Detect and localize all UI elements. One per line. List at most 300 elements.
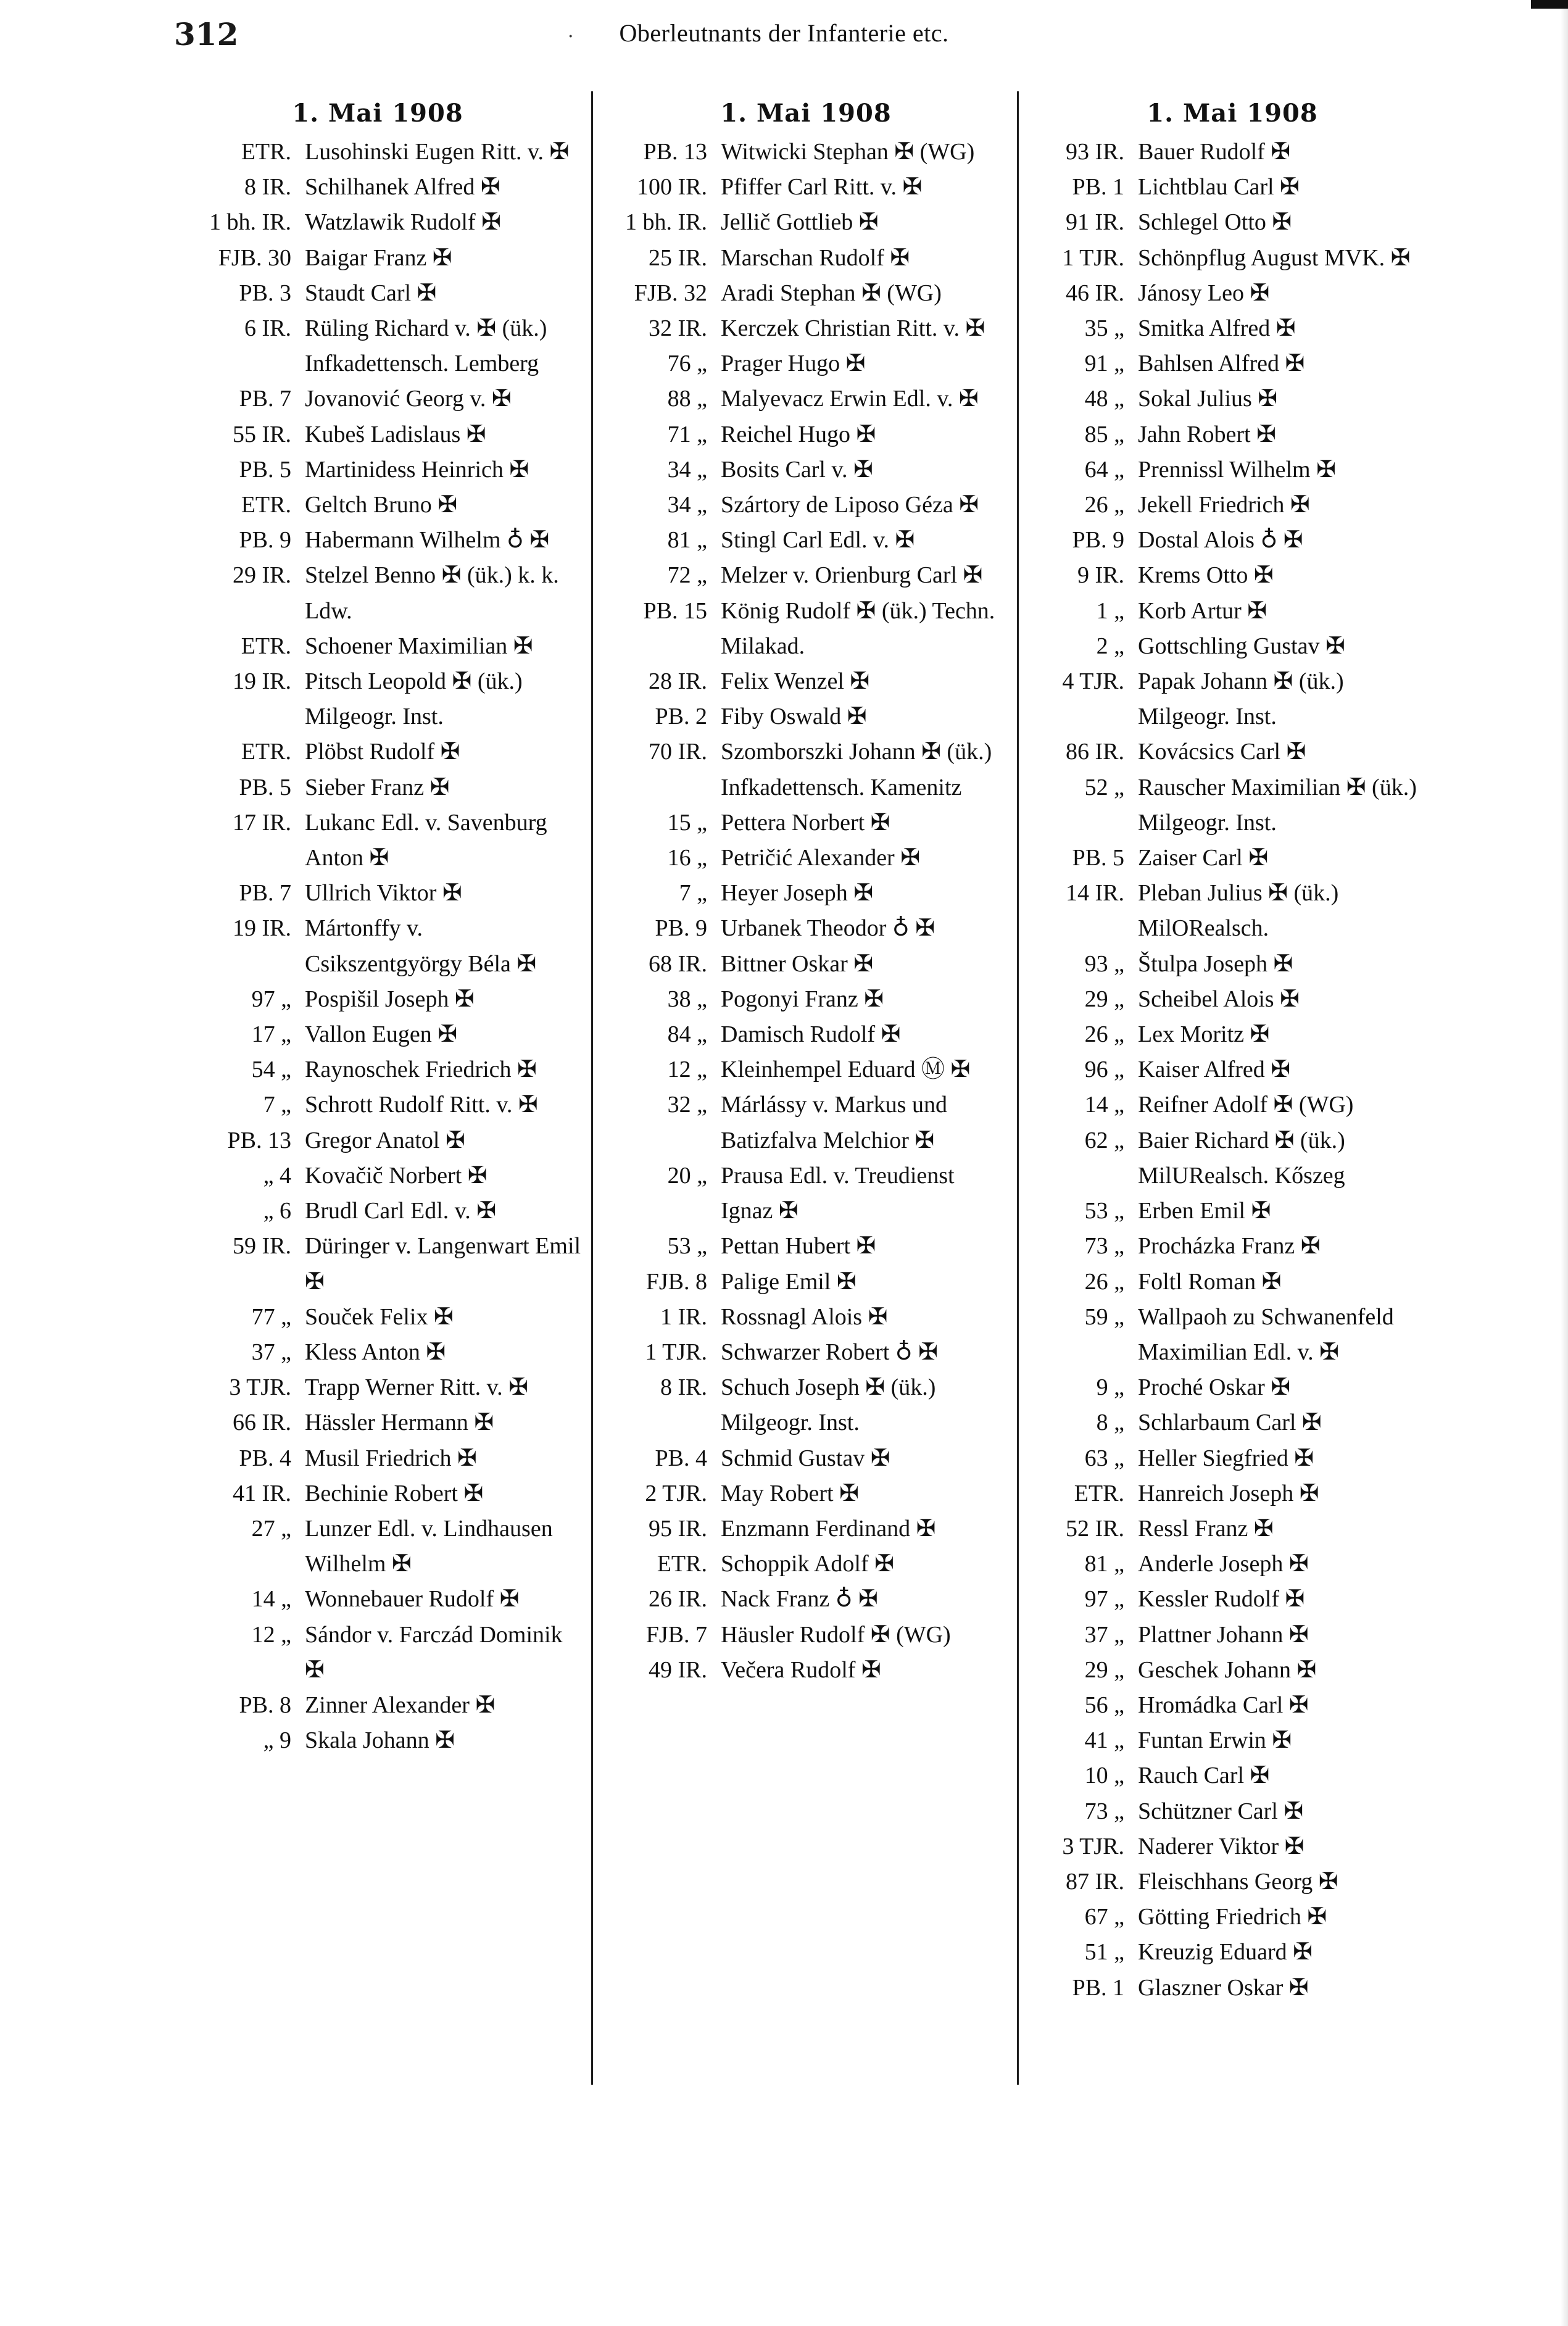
list-item xyxy=(174,1441,581,1476)
officer-name: Götting Friedrich ✠ xyxy=(1138,1904,1327,1930)
unit-label: ETR. xyxy=(241,739,291,765)
list-item xyxy=(602,876,1010,911)
officer-name: Nack Franz ♁ ✠ xyxy=(721,1586,878,1613)
list-item xyxy=(602,1158,1010,1229)
officer-name: Schlegel Otto ✠ xyxy=(1138,209,1292,236)
list-item xyxy=(1032,1370,1433,1405)
unit-label: 73 „ xyxy=(1084,1233,1124,1260)
list-item xyxy=(1032,523,1433,558)
officer-name: Prausa Edl. v. Treudienst Ignaz ✠ xyxy=(721,1162,955,1224)
unit-label: PB. 9 xyxy=(239,527,291,554)
unit-label: 73 „ xyxy=(1084,1798,1124,1824)
unit-label: 19 IR. xyxy=(233,668,291,695)
officer-name: Vallon Eugen ✠ xyxy=(305,1021,458,1048)
unit-label: 91 IR. xyxy=(1066,209,1124,236)
officer-name: Rüling Richard v. ✠ (ük.) Infkadettensch. Lemberg xyxy=(305,315,547,377)
unit-label: PB. 1 xyxy=(1072,1974,1124,2001)
officer-name: Krems Otto ✠ xyxy=(1138,562,1274,589)
unit-label: 7 „ xyxy=(679,880,707,907)
list-item xyxy=(602,841,1010,876)
unit-label: 63 „ xyxy=(1084,1445,1124,1471)
officer-name: König Rudolf ✠ (ük.) Techn. Milakad. xyxy=(721,597,995,659)
officer-name: Watzlawik Rudolf ✠ xyxy=(305,209,501,236)
column-divider xyxy=(1017,91,1019,2085)
unit-label: 54 „ xyxy=(251,1057,291,1083)
officer-name: Palige Emil ✠ xyxy=(721,1268,857,1295)
officer-name: Fiby Oswald ✠ xyxy=(721,704,867,730)
list-item xyxy=(174,1511,581,1582)
list-item xyxy=(174,523,581,558)
unit-label: 51 „ xyxy=(1084,1939,1124,1966)
officer-name: Musil Friedrich ✠ xyxy=(305,1445,477,1471)
list-item xyxy=(1032,1123,1433,1194)
list-item xyxy=(1032,1582,1433,1617)
unit-label: 70 IR. xyxy=(649,739,707,765)
unit-label: 29 IR. xyxy=(233,562,291,589)
officer-name: Stelzel Benno ✠ (ük.) k. k. Ldw. xyxy=(305,562,559,624)
page-number: 312 xyxy=(174,16,239,52)
list-item xyxy=(174,381,581,417)
unit-label: 59 „ xyxy=(1084,1303,1124,1330)
unit-label: 46 IR. xyxy=(1066,280,1124,306)
officer-name: Hässler Hermann ✠ xyxy=(305,1410,494,1436)
unit-label: 53 „ xyxy=(1084,1198,1124,1224)
officer-name: Wallpaoh zu Schwanenfeld Maximilian Edl. v. ✠ xyxy=(1138,1303,1394,1365)
list-item xyxy=(602,1582,1010,1617)
list-item xyxy=(174,1335,581,1370)
unit-label: 34 „ xyxy=(667,456,707,483)
officer-name: Sokal Julius ✠ xyxy=(1138,386,1278,412)
list-item xyxy=(1032,770,1433,841)
unit-label: 27 „ xyxy=(251,1515,291,1542)
unit-label: FJB. 7 xyxy=(645,1621,707,1648)
list-item xyxy=(1032,1653,1433,1688)
list-item xyxy=(174,1194,581,1229)
officer-name: Heyer Joseph ✠ xyxy=(721,880,874,907)
unit-label: 1 TJR. xyxy=(1062,244,1124,271)
list-item xyxy=(602,734,1010,805)
page-edge-mark xyxy=(1531,0,1568,9)
unit-label: ETR. xyxy=(241,139,291,165)
list-item xyxy=(1032,1688,1433,1723)
column-title: 1. Mai 1908 xyxy=(720,99,892,128)
officer-name: Damisch Rudolf ✠ xyxy=(721,1021,901,1048)
unit-label: 29 „ xyxy=(1084,986,1124,1012)
list-item xyxy=(602,1547,1010,1582)
unit-label: 4 TJR. xyxy=(1062,668,1124,695)
list-item xyxy=(602,135,1010,170)
list-item xyxy=(602,982,1010,1017)
officer-name: Bauer Rudolf ✠ xyxy=(1138,139,1291,165)
unit-label: 91 „ xyxy=(1084,351,1124,377)
unit-label: PB. 2 xyxy=(655,704,707,730)
list-item xyxy=(174,1370,581,1405)
unit-label: 72 „ xyxy=(667,562,707,589)
officer-name: Jahn Robert ✠ xyxy=(1138,421,1276,447)
unit-label: 1 bh. IR. xyxy=(625,209,707,236)
column-3 xyxy=(1032,99,1433,2098)
unit-label: 17 IR. xyxy=(233,809,291,836)
list-item xyxy=(174,558,581,628)
unit-label: ETR. xyxy=(241,492,291,518)
list-item xyxy=(602,1087,1010,1158)
unit-label: 32 „ xyxy=(667,1092,707,1118)
unit-label: 77 „ xyxy=(251,1303,291,1330)
list-item xyxy=(1032,1441,1433,1476)
officer-name: Kubeš Ladislaus ✠ xyxy=(305,421,486,447)
unit-label: 55 IR. xyxy=(233,421,291,447)
officer-name: Pfiffer Carl Ritt. v. ✠ xyxy=(721,174,923,201)
list-item xyxy=(174,311,581,381)
unit-label: 96 „ xyxy=(1084,1057,1124,1083)
list-item xyxy=(1032,1300,1433,1370)
unit-label: 9 „ xyxy=(1096,1374,1124,1401)
unit-label: 100 IR. xyxy=(637,174,707,201)
officer-name: Ullrich Viktor ✠ xyxy=(305,880,462,907)
officer-name: Bosits Carl v. ✠ xyxy=(721,456,873,483)
unit-label: PB. 8 xyxy=(239,1692,291,1718)
officer-name: Foltl Roman ✠ xyxy=(1138,1268,1282,1295)
unit-label: 2 „ xyxy=(1096,633,1124,659)
officer-name: Jellič Gottlieb ✠ xyxy=(721,209,879,236)
officer-name: Schlarbaum Carl ✠ xyxy=(1138,1410,1322,1436)
list-item xyxy=(602,1511,1010,1547)
officer-name: Schuch Joseph ✠ (ük.) Milgeogr. Inst. xyxy=(721,1374,936,1436)
list-item xyxy=(174,1476,581,1511)
officer-name: Zaiser Carl ✠ xyxy=(1138,845,1269,871)
officer-name: Štulpa Joseph ✠ xyxy=(1138,950,1293,977)
list-item xyxy=(1032,1476,1433,1511)
list-item xyxy=(602,452,1010,488)
list-item xyxy=(602,805,1010,841)
list-item xyxy=(1032,1265,1433,1300)
list-item xyxy=(174,911,581,981)
officer-name: Márlássy v. Markus und Batizfalva Melchior ✠ xyxy=(721,1092,947,1153)
list-item xyxy=(174,1087,581,1123)
list-item xyxy=(1032,1052,1433,1087)
list-item xyxy=(1032,1405,1433,1440)
list-item xyxy=(174,170,581,205)
list-item xyxy=(602,205,1010,240)
unit-label: 81 „ xyxy=(1084,1551,1124,1577)
unit-label: 16 „ xyxy=(667,845,707,871)
list-item xyxy=(1032,381,1433,417)
officer-name: Felix Wenzel ✠ xyxy=(721,668,870,695)
header-dot: · xyxy=(568,26,574,48)
list-item xyxy=(602,1229,1010,1264)
unit-label: 38 „ xyxy=(667,986,707,1012)
unit-label: 66 IR. xyxy=(233,1410,291,1436)
unit-label: 14 IR. xyxy=(1066,880,1124,907)
officer-name: Schoener Maximilian ✠ xyxy=(305,633,533,659)
unit-label: ETR. xyxy=(657,1551,707,1577)
list-item xyxy=(174,1052,581,1087)
list-item xyxy=(174,1582,581,1617)
list-item xyxy=(174,664,581,734)
list-item xyxy=(602,417,1010,452)
list-item xyxy=(1032,241,1433,276)
unit-label: 85 „ xyxy=(1084,421,1124,447)
list-item xyxy=(174,876,581,911)
list-item xyxy=(174,1158,581,1194)
unit-label: 52 IR. xyxy=(1066,1515,1124,1542)
list-item xyxy=(174,1229,581,1299)
officer-name: Sándor v. Farczád Dominik ✠ xyxy=(305,1621,563,1683)
unit-label: 37 „ xyxy=(1084,1621,1124,1648)
list-item xyxy=(602,523,1010,558)
officer-name: Wonnebauer Rudolf ✠ xyxy=(305,1586,520,1613)
list-item xyxy=(1032,346,1433,381)
unit-label: 81 „ xyxy=(667,527,707,554)
list-item xyxy=(602,558,1010,593)
list-item xyxy=(174,770,581,805)
unit-label: 3 TJR. xyxy=(229,1374,291,1401)
unit-label: 86 IR. xyxy=(1066,739,1124,765)
unit-label: 14 „ xyxy=(251,1586,291,1613)
column-2 xyxy=(602,99,1010,2098)
unit-label: 2 TJR. xyxy=(645,1480,707,1506)
officer-name: Jovanović Georg v. ✠ xyxy=(305,386,512,412)
list-item xyxy=(602,1476,1010,1511)
unit-label: 7 „ xyxy=(263,1092,291,1118)
officer-name: Habermann Wilhelm ♁ ✠ xyxy=(305,527,550,554)
entry-list xyxy=(174,135,581,1758)
list-item xyxy=(602,664,1010,699)
officer-name: Raynoschek Friedrich ✠ xyxy=(305,1057,537,1083)
list-item xyxy=(1032,205,1433,240)
officer-name: Schwarzer Robert ♁ ✠ xyxy=(721,1339,938,1365)
officer-name: Reichel Hugo ✠ xyxy=(721,421,876,447)
officer-name: Schützner Carl ✠ xyxy=(1138,1798,1304,1824)
unit-label: 97 „ xyxy=(251,986,291,1012)
officer-name: Düringer v. Langenwart Emil ✠ xyxy=(305,1233,581,1295)
unit-label: 26 „ xyxy=(1084,1268,1124,1295)
list-item xyxy=(602,1265,1010,1300)
officer-name: Pettera Norbert ✠ xyxy=(721,809,890,836)
officer-name: Prager Hugo ✠ xyxy=(721,351,866,377)
officer-name: Enzmann Ferdinand ✠ xyxy=(721,1515,936,1542)
officer-name: Stingl Carl Edl. v. ✠ xyxy=(721,527,915,554)
officer-name: Schönpflug August MVK. ✠ xyxy=(1138,244,1411,271)
officer-name: Zinner Alexander ✠ xyxy=(305,1692,496,1718)
officer-name: Rauch Carl ✠ xyxy=(1138,1763,1270,1789)
unit-label: 6 IR. xyxy=(244,315,291,342)
unit-label: 17 „ xyxy=(251,1021,291,1048)
column-title: 1. Mai 1908 xyxy=(1147,99,1318,128)
list-item xyxy=(602,241,1010,276)
officer-name: Reifner Adolf ✠ (WG) xyxy=(1138,1092,1354,1118)
list-item xyxy=(174,1618,581,1688)
officer-name: Scheibel Alois ✠ xyxy=(1138,986,1300,1012)
list-item xyxy=(1032,1618,1433,1653)
list-item xyxy=(1032,488,1433,523)
officer-name: Papak Johann ✠ (ük.) Milgeogr. Inst. xyxy=(1138,668,1344,730)
list-item xyxy=(174,1123,581,1158)
list-item xyxy=(1032,594,1433,629)
unit-label: 1 IR. xyxy=(660,1303,707,1330)
list-item xyxy=(1032,1864,1433,1900)
unit-label: 26 „ xyxy=(1084,492,1124,518)
officer-name: Szártory de Liposo Géza ✠ xyxy=(721,492,979,518)
officer-name: Skala Johann ✠ xyxy=(305,1727,455,1754)
list-item xyxy=(1032,982,1433,1017)
unit-label: 95 IR. xyxy=(649,1515,707,1542)
officer-name: Kless Anton ✠ xyxy=(305,1339,446,1365)
officer-name: Pogonyi Franz ✠ xyxy=(721,986,884,1012)
officer-name: Erben Emil ✠ xyxy=(1138,1198,1271,1224)
unit-label: 8 IR. xyxy=(660,1374,707,1401)
unit-label: „ 9 xyxy=(263,1727,291,1754)
entry-list xyxy=(602,135,1010,1688)
officer-name: Dostal Alois ♁ ✠ xyxy=(1138,527,1303,554)
list-item xyxy=(174,205,581,240)
unit-label: 93 IR. xyxy=(1066,139,1124,165)
list-item xyxy=(1032,1971,1433,2006)
unit-label: 1 „ xyxy=(1096,597,1124,624)
list-item xyxy=(1032,1794,1433,1829)
officer-name: Fleischhans Georg ✠ xyxy=(1138,1868,1338,1895)
officer-name: Smitka Alfred ✠ xyxy=(1138,315,1296,342)
unit-label: 20 „ xyxy=(667,1162,707,1189)
unit-label: 19 IR. xyxy=(233,915,291,942)
unit-label: 8 „ xyxy=(1096,1410,1124,1436)
list-item xyxy=(1032,1758,1433,1793)
list-item xyxy=(602,1370,1010,1440)
unit-label: 37 „ xyxy=(251,1339,291,1365)
officer-name: Prennissl Wilhelm ✠ xyxy=(1138,456,1336,483)
unit-label: ETR. xyxy=(1074,1480,1124,1506)
unit-label: 49 IR. xyxy=(649,1656,707,1683)
list-item xyxy=(174,982,581,1017)
list-item xyxy=(1032,876,1433,946)
list-item xyxy=(1032,1900,1433,1935)
officer-name: Sieber Franz ✠ xyxy=(305,774,450,800)
list-item xyxy=(602,276,1010,311)
unit-label: PB. 9 xyxy=(1072,527,1124,554)
list-item xyxy=(174,734,581,770)
officer-name: Glaszner Oskar ✠ xyxy=(1138,1974,1309,2001)
unit-label: 15 „ xyxy=(667,809,707,836)
unit-label: FJB. 8 xyxy=(645,1268,707,1295)
unit-label: 3 TJR. xyxy=(1062,1833,1124,1859)
list-item xyxy=(1032,417,1433,452)
unit-label: PB. 3 xyxy=(239,280,291,306)
officer-name: Anderle Joseph ✠ xyxy=(1138,1551,1309,1577)
list-item xyxy=(602,699,1010,734)
unit-label: 53 „ xyxy=(667,1233,707,1260)
unit-label: PB. 4 xyxy=(239,1445,291,1471)
officer-name: Hanreich Joseph ✠ xyxy=(1138,1480,1319,1506)
officer-name: Rauscher Maximilian ✠ (ük.) Milgeogr. Inst. xyxy=(1138,774,1417,836)
unit-label: 32 IR. xyxy=(649,315,707,342)
list-item xyxy=(602,1052,1010,1087)
list-item xyxy=(602,488,1010,523)
officer-name: Malyevacz Erwin Edl. v. ✠ xyxy=(721,386,979,412)
officer-name: Urbanek Theodor ♁ ✠ xyxy=(721,915,935,942)
list-item xyxy=(602,1618,1010,1653)
list-item xyxy=(174,488,581,523)
unit-label: 62 „ xyxy=(1084,1127,1124,1153)
unit-label: „ 4 xyxy=(263,1162,291,1189)
unit-label: „ 6 xyxy=(263,1198,291,1224)
list-item xyxy=(174,276,581,311)
unit-label: PB. 15 xyxy=(643,597,707,624)
officer-name: Szomborszki Johann ✠ (ük.) Infkadettensch. Kamenitz xyxy=(721,739,992,800)
unit-label: 34 „ xyxy=(667,492,707,518)
list-item xyxy=(1032,1017,1433,1052)
unit-label: PB. 13 xyxy=(227,1127,291,1153)
unit-label: 68 IR. xyxy=(649,950,707,977)
officer-name: Martinidess Heinrich ✠ xyxy=(305,456,529,483)
unit-label: 84 „ xyxy=(667,1021,707,1048)
column-1 xyxy=(174,99,581,2098)
unit-label: 9 IR. xyxy=(1077,562,1124,589)
page-edge xyxy=(1561,0,1568,2326)
officer-name: Staudt Carl ✠ xyxy=(305,280,437,306)
officer-name: Aradi Stephan ✠ (WG) xyxy=(721,280,942,306)
list-item xyxy=(1032,311,1433,346)
officer-name: Schoppik Adolf ✠ xyxy=(721,1551,894,1577)
officer-name: Melzer v. Orienburg Carl ✠ xyxy=(721,562,983,589)
officer-name: Lex Moritz ✠ xyxy=(1138,1021,1270,1048)
unit-label: 8 IR. xyxy=(244,174,291,201)
list-item xyxy=(1032,841,1433,876)
officer-name: Baigar Franz ✠ xyxy=(305,244,452,271)
list-item xyxy=(174,1300,581,1335)
unit-label: 97 „ xyxy=(1084,1586,1124,1613)
list-item xyxy=(1032,276,1433,311)
officer-name: Petričić Alexander ✠ xyxy=(721,845,921,871)
officer-name: Lichtblau Carl ✠ xyxy=(1138,174,1300,201)
unit-label: 88 „ xyxy=(667,386,707,412)
officer-name: Korb Artur ✠ xyxy=(1138,597,1267,624)
page-header: Oberleutnants der Infanterie etc. xyxy=(619,19,949,47)
officer-name: Marschan Rudolf ✠ xyxy=(721,244,910,271)
officer-name: Plattner Johann ✠ xyxy=(1138,1621,1309,1648)
list-item xyxy=(174,452,581,488)
unit-label: FJB. 32 xyxy=(634,280,707,306)
officer-name: Gottschling Gustav ✠ xyxy=(1138,633,1345,659)
list-item xyxy=(174,805,581,876)
officer-name: Schmid Gustav ✠ xyxy=(721,1445,890,1471)
unit-label: PB. 5 xyxy=(239,456,291,483)
list-item xyxy=(1032,664,1433,734)
officer-name: Kreuzig Eduard ✠ xyxy=(1138,1939,1313,1966)
unit-label: 87 IR. xyxy=(1066,1868,1124,1895)
list-item xyxy=(1032,1087,1433,1123)
list-item xyxy=(1032,1511,1433,1547)
officer-name: Plöbst Rudolf ✠ xyxy=(305,739,460,765)
unit-label: 10 „ xyxy=(1084,1763,1124,1789)
officer-name: Bahlsen Alfred ✠ xyxy=(1138,351,1305,377)
list-item xyxy=(174,135,581,170)
officer-name: Ressl Franz ✠ xyxy=(1138,1515,1274,1542)
list-item xyxy=(174,1688,581,1723)
officer-name: Hromádka Carl ✠ xyxy=(1138,1692,1309,1718)
officer-name: Kovačič Norbert ✠ xyxy=(305,1162,487,1189)
column-divider xyxy=(591,91,593,2085)
list-item xyxy=(1032,947,1433,982)
list-item xyxy=(1032,135,1433,170)
officer-name: Kerczek Christian Ritt. v. ✠ xyxy=(721,315,985,342)
officer-name: Funtan Erwin ✠ xyxy=(1138,1727,1292,1754)
column-title: 1. Mai 1908 xyxy=(292,99,463,128)
officer-name: Rossnagl Alois ✠ xyxy=(721,1303,888,1330)
unit-label: 26 „ xyxy=(1084,1021,1124,1048)
unit-label: 1 TJR. xyxy=(645,1339,707,1365)
list-item xyxy=(174,417,581,452)
unit-label: 29 „ xyxy=(1084,1656,1124,1683)
